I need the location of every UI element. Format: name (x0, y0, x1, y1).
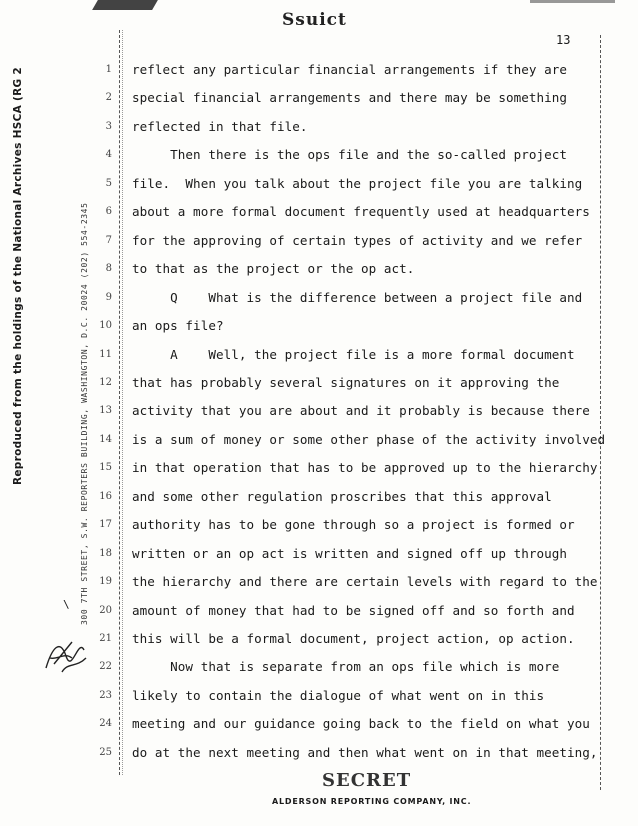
line-number: 3 (105, 120, 112, 132)
left-margin-rule (122, 30, 123, 775)
line-number: 2 (105, 92, 112, 104)
line-number: 10 (99, 320, 112, 332)
page-number: 13 (556, 33, 571, 47)
line-number: 1 (105, 64, 112, 75)
transcript-line: for the approving of certain types of activity and we refer (132, 232, 583, 248)
line-number: 11 (99, 348, 112, 360)
transcript-line: and some other regulation proscribes that this approval (132, 488, 552, 504)
line-number: 21 (99, 633, 112, 644)
transcript-line: the hierarchy and there are certain levels with regard to the (132, 574, 598, 590)
left-margin-rule (119, 30, 120, 775)
line-number: 17 (99, 519, 112, 531)
line-number: 15 (99, 462, 112, 474)
transcript-line: special financial arrangements and there may be something (132, 90, 568, 106)
line-number: 14 (99, 433, 112, 445)
line-number: 16 (99, 490, 112, 502)
transcript-line: to that as the project or the op act. (132, 261, 415, 277)
transcript-line: an ops file? (132, 318, 224, 334)
transcript-line: activity that you are about and it probably is because there (132, 403, 590, 419)
transcript-line: written or an op act is written and signed off up through (132, 545, 568, 561)
line-number: 22 (99, 661, 112, 673)
transcript-line: Then there is the ops file and the so-called project (132, 147, 568, 163)
line-number: 8 (105, 263, 112, 275)
transcript-line: reflect any particular financial arrangements if they are (132, 62, 568, 77)
transcript-line: authority has to be gone through so a project is formed or (132, 517, 575, 533)
footer-classification-mark: SECRET (322, 770, 412, 791)
right-margin-rule (600, 35, 601, 790)
line-number: 24 (99, 718, 112, 730)
transcript-line: reflected in that file. (132, 118, 308, 134)
transcript-line: Now that is separate from an ops file which is more (132, 659, 560, 675)
transcript-line: that has probably several signatures on it approving the (132, 374, 560, 390)
line-number: 12 (99, 376, 112, 388)
line-number: 25 (99, 746, 112, 758)
line-number: 20 (99, 604, 112, 616)
transcript-line: Q What is the difference between a project file and (132, 289, 583, 305)
scan-smudge (530, 0, 615, 3)
archive-reproduction-note: Reproduced from the holdings of the National Archives HSCA (RG 2 (12, 67, 24, 485)
line-number: 19 (99, 576, 112, 588)
transcript-line: is a sum of money or some other phase of the activity involved (132, 431, 606, 447)
transcript-line: this will be a formal document, project action, op action. (132, 631, 575, 646)
transcript-line: in that operation that has to be approved up to the hierarchy (132, 460, 598, 476)
transcript-line: A Well, the project file is a more formal document (132, 346, 575, 362)
transcript-line: file. When you talk about the project file you are talking (132, 175, 583, 191)
reporting-company: ALDERSON REPORTING COMPANY, INC. (272, 797, 472, 806)
line-number: 5 (105, 177, 112, 189)
line-number: 23 (99, 689, 112, 701)
transcript-line: about a more formal document frequently used at headquarters (132, 204, 590, 220)
scan-smudge (92, 0, 158, 10)
transcript-line: do at the next meeting and then what went on in that meeting, (132, 744, 598, 760)
line-number: 4 (105, 149, 112, 161)
transcript-line: meeting and our guidance going back to the field on what you (132, 716, 590, 732)
line-number: 13 (99, 405, 112, 417)
line-number: 9 (105, 291, 112, 303)
header-classification-mark: Ssuict (282, 10, 347, 30)
line-number: 6 (105, 206, 112, 218)
transcript-line: likely to contain the dialogue of what went on in this (132, 687, 545, 703)
margin-tick: \ (63, 598, 70, 611)
transcript-line: amount of money that had to be signed off and so forth and (132, 602, 575, 618)
line-number: 7 (105, 234, 112, 246)
handwritten-initials-signature (42, 628, 92, 678)
line-number: 18 (99, 547, 112, 559)
reporter-address: 300 7TH STREET, S.W. REPORTERS BUILDING, WASHINGTON, D.C. 20024 (202) 554-2345 (80, 202, 89, 625)
